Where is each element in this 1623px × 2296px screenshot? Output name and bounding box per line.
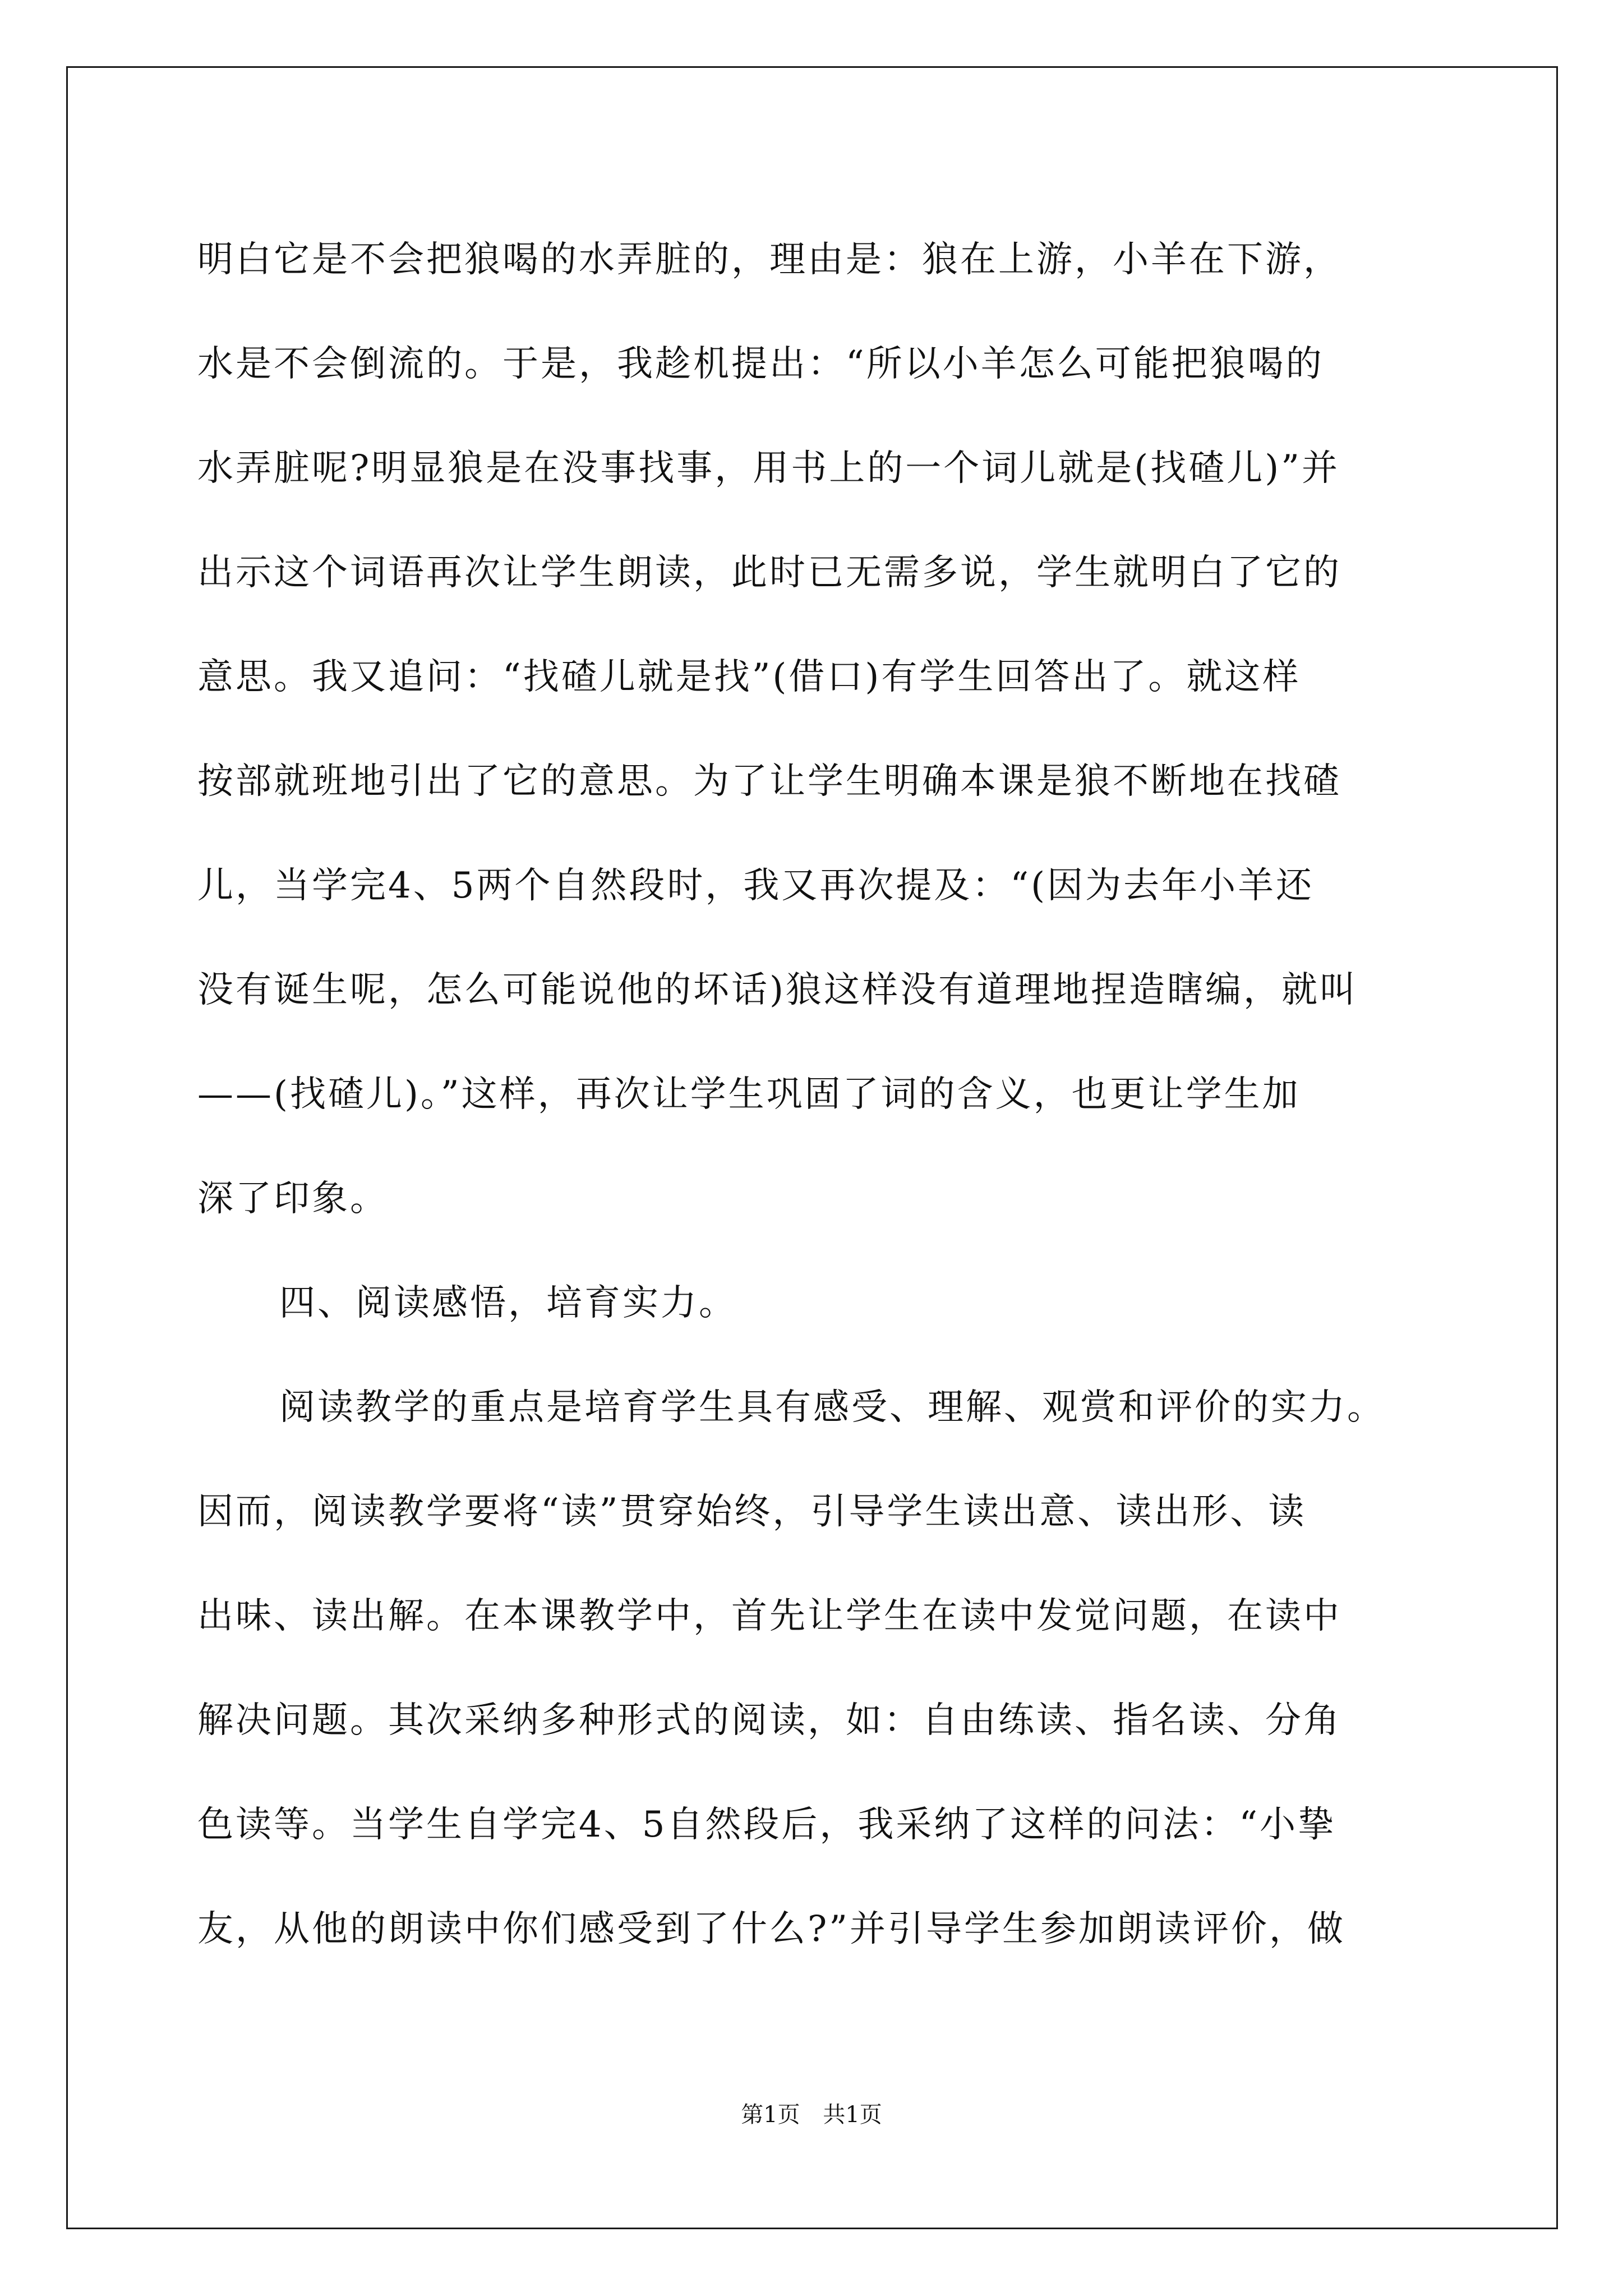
text-line-6: 按部就班地引出了它的意思。为了让学生明确本课是狼不断地在找碴	[197, 761, 1341, 802]
page-number: 第1页	[741, 2102, 800, 2128]
text-line-3: 水弄脏呢?明显狼是在没事找事，用书上的一个词儿就是(找碴儿)”并	[197, 448, 1340, 489]
text-line-10: 深了印象。	[197, 1178, 388, 1220]
text-line-13: 因而，阅读教学要将“读”贯穿始终，引导学生读出意、读出形、读	[197, 1491, 1307, 1533]
text-line-12: 阅读教学的重点是培育学生具有感受、理解、观赏和评价的实力。	[279, 1387, 1385, 1428]
text-line-7: 儿，当学完4、5两个自然段时，我又再次提及：“(因为去年小羊还	[197, 865, 1315, 907]
text-line-15: 解决问题。其次采纳多种形式的阅读，如：自由练读、指名读、分角	[197, 1700, 1341, 1741]
text-line-16: 色读等。当学生自学完4、5自然段后，我采纳了这样的问法：“小挚	[197, 1804, 1336, 1846]
section-heading: 四、阅读感悟，培育实力。	[279, 1282, 737, 1324]
text-line-5: 意思。我又追问：“找碴儿就是找”(借口)有学生回答出了。就这样	[197, 656, 1301, 698]
text-line-8: 没有诞生呢，怎么可能说他的坏话)狼这样没有道理地捏造瞎编，就叫	[197, 969, 1358, 1011]
text-line-2: 水是不会倒流的。于是，我趁机提出：“所以小羊怎么可能把狼喝的	[197, 343, 1324, 385]
text-line-9: ——(找碴儿)。”这样，再次让学生巩固了词的含义，也更让学生加	[197, 1074, 1301, 1115]
text-line-17: 友，从他的朗读中你们感受到了什么?”并引导学生参加朗读评价，做	[197, 1908, 1346, 1950]
page-total: 共1页	[823, 2102, 882, 2128]
text-line-4: 出示这个词语再次让学生朗读，此时已无需多说，学生就明白了它的	[197, 552, 1341, 593]
page-footer	[0, 2098, 1623, 2132]
text-line-1: 明白它是不会把狼喝的水弄脏的，理由是：狼在上游，小羊在下游，	[197, 239, 1341, 280]
document-body	[197, 208, 1431, 1981]
text-line-14: 出味、读出解。在本课教学中，首先让学生在读中发觉问题，在读中	[197, 1595, 1341, 1637]
